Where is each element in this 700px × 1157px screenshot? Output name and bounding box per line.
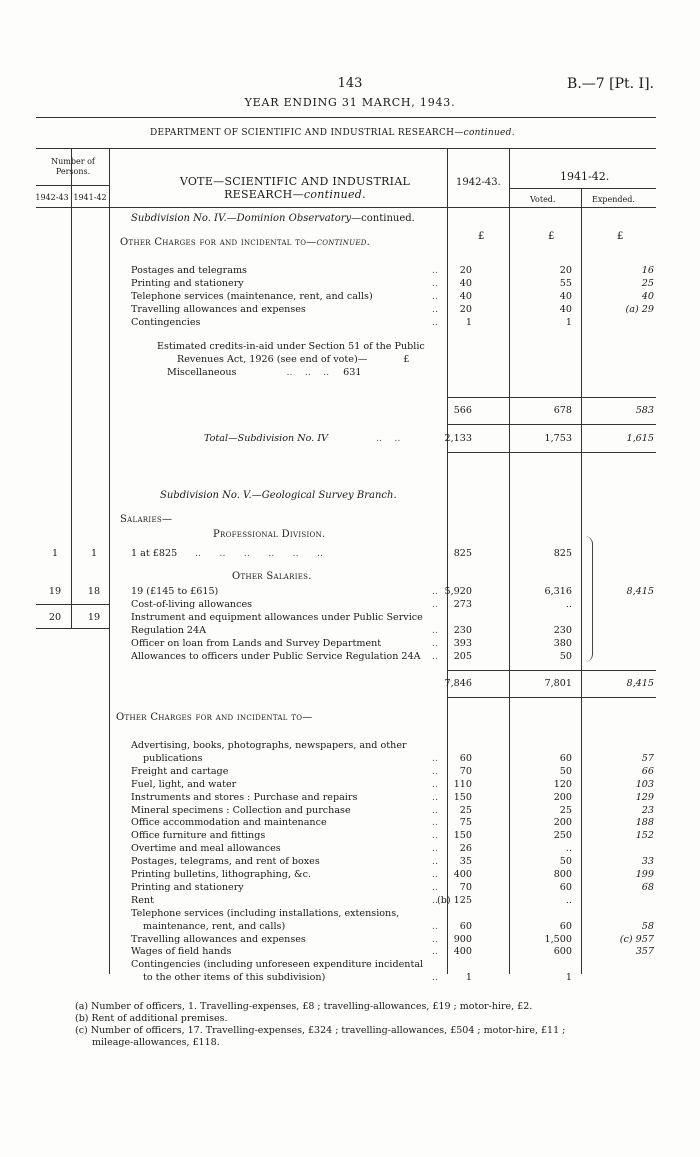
table-row <box>0 752 700 765</box>
amount-1942-43: 230 <box>453 625 472 636</box>
item-description: Mineral specimens : Collection and purchase <box>131 804 351 816</box>
leader-dots: .. <box>431 778 438 790</box>
item-description: Fuel, light, and water <box>131 778 237 790</box>
rule-salaries-total-bottom <box>447 697 656 698</box>
table-row <box>0 804 700 817</box>
item-description: publications <box>143 752 203 764</box>
table-row <box>0 816 700 829</box>
salaries-heading: Salaries— <box>120 514 173 525</box>
item-description: Travelling allowances and expenses <box>131 304 306 315</box>
amount-voted-1941-42: .. <box>565 599 572 610</box>
rule-header-bottom <box>36 207 656 208</box>
rule-persons-total <box>36 604 110 605</box>
table-row <box>0 945 700 958</box>
sub4-heading: Subdivision No. IV.—Dominion Observatory—continued. <box>131 213 415 224</box>
item-description: Printing and stationery <box>131 881 244 893</box>
currency-voted: £ <box>548 231 555 242</box>
amount-1942-43: 5,920 <box>444 586 472 597</box>
leader-dots: .. <box>431 804 438 816</box>
table-row <box>0 765 700 778</box>
footnote-b: (b) Rent of additional premises. <box>75 1013 228 1024</box>
table-row <box>0 290 700 303</box>
amount-voted-1941-42: 55 <box>559 278 572 289</box>
amount-1942-43: 26 <box>459 843 472 855</box>
item-description: Office accommodation and maintenance <box>131 817 327 829</box>
amount-1942-43: 75 <box>459 817 472 829</box>
amount-voted-1941-42: 25 <box>559 804 572 816</box>
amount-expended-1941-42: 23 <box>641 804 654 816</box>
amount-1942-43: 20 <box>459 265 472 276</box>
amount-expended-1941-42: 357 <box>635 946 654 958</box>
item-description: Travelling allowances and expenses <box>131 933 306 945</box>
leader-dots: .. <box>431 920 438 932</box>
sub5-other-charges: Other Charges for and incidental to— <box>116 712 313 723</box>
salary-brace <box>584 536 593 662</box>
persons-1941-42-cell: 18 <box>87 586 101 597</box>
amount-voted-1941-42: 40 <box>559 304 572 315</box>
amount-1942-43: 60 <box>459 752 472 764</box>
item-description: to the other items of this subdivision) <box>143 972 326 984</box>
document-reference: B.—7 [Pt. I]. <box>567 76 654 92</box>
page-number: 143 <box>337 76 363 91</box>
amount-expended-1941-42: 188 <box>635 817 654 829</box>
leader-dots: .. <box>431 856 438 868</box>
amount-1942-43: 40 <box>459 278 472 289</box>
table-row <box>0 842 700 855</box>
amount-voted-1941-42: 40 <box>559 291 572 302</box>
leader-dots: .. <box>431 638 438 649</box>
persons-1942-43-cell: 19 <box>48 586 62 597</box>
amount-expended-1941-42: (a) 29 <box>625 304 654 315</box>
amount-expended-1941-42: 58 <box>641 920 654 932</box>
amount-1942-43: 1 <box>465 972 472 984</box>
amount-voted-1941-42: 600 <box>553 946 572 958</box>
leader-dots: .. <box>431 765 438 777</box>
rule-top <box>36 117 656 118</box>
item-description: Advertising, books, photographs, newspapers, and other <box>131 740 407 751</box>
item-description: Instruments and stores : Purchase and repairs <box>131 791 358 803</box>
currency-1942-43: £ <box>478 231 485 242</box>
item-description: Overtime and meal allowances <box>131 843 281 855</box>
amount-1942-43: (b) 125 <box>437 894 472 906</box>
leader-dots: .. <box>431 946 438 958</box>
item-description: Cost-of-living allowances <box>131 599 253 610</box>
amount-voted-1941-42: 60 <box>559 881 572 893</box>
amount-1942-43: 1 <box>465 317 472 328</box>
leader-dots: .. <box>431 317 438 328</box>
sub4-total-row: Total—Subdivision No. IV .. .. 2,133 1,753 1,615 <box>204 433 654 444</box>
amount-1942-43: 70 <box>459 765 472 777</box>
amount-1942-43: 110 <box>453 778 472 790</box>
table-row <box>0 907 700 920</box>
amount-1942-43: 20 <box>459 304 472 315</box>
table-row <box>0 855 700 868</box>
item-description: Printing bulletins, lithographing, &c. <box>131 869 312 880</box>
table-row <box>0 868 700 881</box>
currency-expended: £ <box>617 231 624 242</box>
leader-dots: .. <box>431 894 438 906</box>
expended-header: Expended. <box>592 195 635 204</box>
table-row <box>0 277 700 290</box>
amount-expended-1941-42: 103 <box>635 778 654 790</box>
leader-dots: .. <box>431 291 438 302</box>
amount-expended-1941-42: 33 <box>641 856 654 868</box>
amount-1942-43: 393 <box>453 638 472 649</box>
amount-expended-1941-42: 8,415 <box>626 586 654 597</box>
item-description: Contingencies (including unforeseen expenditure incidental <box>131 959 424 971</box>
amount-voted-1941-42: .. <box>565 843 572 855</box>
amount-expended-1941-42: 68 <box>641 881 654 893</box>
amount-voted-1941-42: 60 <box>559 752 572 764</box>
amount-voted-1941-42: 50 <box>559 856 572 868</box>
table-row <box>0 920 700 933</box>
item-description: Office furniture and fittings <box>131 830 266 842</box>
amount-expended-1941-42: 152 <box>635 830 654 842</box>
leader-dots: .. <box>431 651 438 662</box>
sub4-subtotal-row: 566 678 583 <box>453 405 654 416</box>
table-row <box>0 264 700 277</box>
leader-dots: .. <box>431 843 438 855</box>
rule-salaries-total <box>447 670 656 671</box>
leader-dots: .. <box>431 265 438 276</box>
item-description: Allowances to officers under Public Service Regulation 24A <box>131 651 421 662</box>
rule-sub4-subtotal <box>447 397 656 398</box>
table-row <box>0 585 700 598</box>
amount-1942-43: 25 <box>459 804 472 816</box>
item-description: Freight and cartage <box>131 765 229 777</box>
amount-voted-1941-42: 200 <box>553 817 572 829</box>
amount-1942-43: 205 <box>453 651 472 662</box>
leader-dots: .. <box>431 972 438 984</box>
footnote-c-cont: mileage-allowances, £118. <box>92 1037 220 1048</box>
amount-expended-1941-42: 16 <box>641 265 654 276</box>
amount-voted-1941-42: 380 <box>553 638 572 649</box>
amount-expended-1941-42: 66 <box>641 765 654 777</box>
table-row <box>0 316 700 329</box>
col-1941-42-header: 1941-42. <box>560 170 610 183</box>
leader-dots: .. <box>431 817 438 829</box>
amount-voted-1941-42: 50 <box>559 765 572 777</box>
leader-dots: .. <box>431 586 438 597</box>
sub4-other-charges: Other Charges for and incidental to—continued. <box>120 237 371 248</box>
amount-1942-43: 70 <box>459 881 472 893</box>
professional-row: 1 1 1 at £825 .. .. .. .. .. .. 825 825 <box>51 548 572 559</box>
leader-dots: .. <box>431 791 438 803</box>
leader-dots: .. <box>431 278 438 289</box>
amount-expended-1941-42: 40 <box>641 291 654 302</box>
col-1942-43-header: 1942-43. <box>456 177 501 188</box>
table-row <box>0 637 700 650</box>
item-description: Wages of field hands <box>131 946 232 958</box>
amount-1942-43: 60 <box>459 920 472 932</box>
other-salaries-heading: Other Salaries. <box>232 571 312 582</box>
item-description: maintenance, rent, and calls) <box>143 920 286 932</box>
vote-title: VOTE—SCIENTIFIC AND INDUSTRIAL RESEARCH—continued. <box>179 175 411 201</box>
item-description: Postages, telegrams, and rent of boxes <box>131 856 320 868</box>
persons-1941-42-cell: 19 <box>87 612 101 623</box>
amount-voted-1941-42: 1,500 <box>544 933 572 945</box>
table-row <box>0 933 700 946</box>
leader-dots: .. <box>431 869 438 880</box>
table-row <box>0 739 700 752</box>
amount-expended-1941-42: (c) 957 <box>619 933 654 945</box>
sub5-heading: Subdivision No. V.—Geological Survey Branch. <box>160 490 397 501</box>
amount-expended-1941-42: 199 <box>635 869 654 880</box>
table-row <box>0 881 700 894</box>
table-row <box>0 894 700 907</box>
table-row <box>0 958 700 971</box>
footnotes <box>75 1001 565 1049</box>
persons-1942-43-header: 1942-43 <box>35 193 69 202</box>
item-description: Telephone services (including installations, extensions, <box>131 907 400 919</box>
table-row <box>0 778 700 791</box>
amount-expended-1941-42: 25 <box>641 278 654 289</box>
amount-1942-43: 900 <box>453 933 472 945</box>
rule-sub4-total <box>447 424 656 425</box>
table-row <box>0 829 700 842</box>
leader-dots: .. <box>431 304 438 315</box>
item-description: Officer on loan from Lands and Survey Department <box>131 638 382 649</box>
rule-persons-total-bottom <box>36 628 110 629</box>
amount-1942-43: 35 <box>459 856 472 868</box>
leader-dots: .. <box>431 933 438 945</box>
amount-1942-43: 40 <box>459 291 472 302</box>
item-description: Instrument and equipment allowances under Public Service <box>131 612 423 623</box>
rule-persons <box>36 185 110 186</box>
amount-voted-1941-42: 60 <box>559 920 572 932</box>
footnote-c: (c) Number of officers, 17. Travelling-expenses, £324 ; travelling-allowances, £504 ; motor-hire, £11 ; <box>75 1025 566 1036</box>
professional-division-heading: Professional Division. <box>213 529 326 540</box>
rule-sub4-total-bottom <box>447 452 656 453</box>
leader-dots: .. <box>431 830 438 842</box>
rule-header <box>36 148 656 149</box>
amount-1942-43: 150 <box>453 791 472 803</box>
amount-voted-1941-42: 50 <box>559 651 572 662</box>
item-description: Rent <box>131 894 154 906</box>
table-row <box>0 791 700 804</box>
item-description: Postages and telegrams <box>131 265 247 276</box>
item-description: Regulation 24A <box>131 625 207 636</box>
table-row <box>0 303 700 316</box>
amount-expended-1941-42: 57 <box>641 752 654 764</box>
amount-voted-1941-42: 230 <box>553 625 572 636</box>
amount-voted-1941-42: 1 <box>565 317 572 328</box>
leader-dots: .. <box>431 625 438 636</box>
rule-1941-42 <box>510 188 656 189</box>
amount-expended-1941-42: 129 <box>635 791 654 803</box>
amount-voted-1941-42: 250 <box>553 830 572 842</box>
persons-1941-42-header: 1941-42 <box>73 193 107 202</box>
voted-header: Voted. <box>530 195 556 204</box>
amount-1942-43: 273 <box>453 599 472 610</box>
table-row <box>0 624 700 637</box>
amount-1942-43: 400 <box>453 869 472 880</box>
amount-voted-1941-42: 120 <box>553 778 572 790</box>
item-description: Contingencies <box>131 317 201 328</box>
year-heading: YEAR ENDING 31 MARCH, 1943. <box>244 96 456 109</box>
amount-voted-1941-42: .. <box>565 894 572 906</box>
number-of-persons-header: Number of Persons. <box>51 157 95 176</box>
salaries-total-row: 7,846 7,801 8,415 <box>444 678 654 689</box>
amount-voted-1941-42: 6,316 <box>544 586 572 597</box>
persons-1942-43-cell: 20 <box>48 612 62 623</box>
amount-1942-43: 400 <box>453 946 472 958</box>
leader-dots: .. <box>431 752 438 764</box>
item-description: 19 (£145 to £615) <box>131 586 219 597</box>
leader-dots: .. <box>431 599 438 610</box>
amount-voted-1941-42: 1 <box>565 972 572 984</box>
department-heading: DEPARTMENT OF SCIENTIFIC AND INDUSTRIAL RESEARCH—continued. <box>150 128 515 138</box>
leader-dots: .. <box>431 881 438 893</box>
table-row <box>0 650 700 663</box>
item-description: Printing and stationery <box>131 278 244 289</box>
table-row <box>0 971 700 984</box>
amount-voted-1941-42: 20 <box>559 265 572 276</box>
item-description: Telephone services (maintenance, rent, and calls) <box>131 291 373 302</box>
footnote-a: (a) Number of officers, 1. Travelling-expenses, £8 ; travelling-allowances, £19 ; motor-hire, £2. <box>75 1001 533 1012</box>
amount-voted-1941-42: 800 <box>553 869 572 880</box>
amount-1942-43: 150 <box>453 830 472 842</box>
table-row <box>0 611 700 624</box>
amount-voted-1941-42: 200 <box>553 791 572 803</box>
credits-in-aid-note: Estimated credits-in-aid under Section 51 of the Public Revenues Act, 1926 (see end of vote)— £ Miscellaneous .. .. .. 631 <box>157 341 425 378</box>
